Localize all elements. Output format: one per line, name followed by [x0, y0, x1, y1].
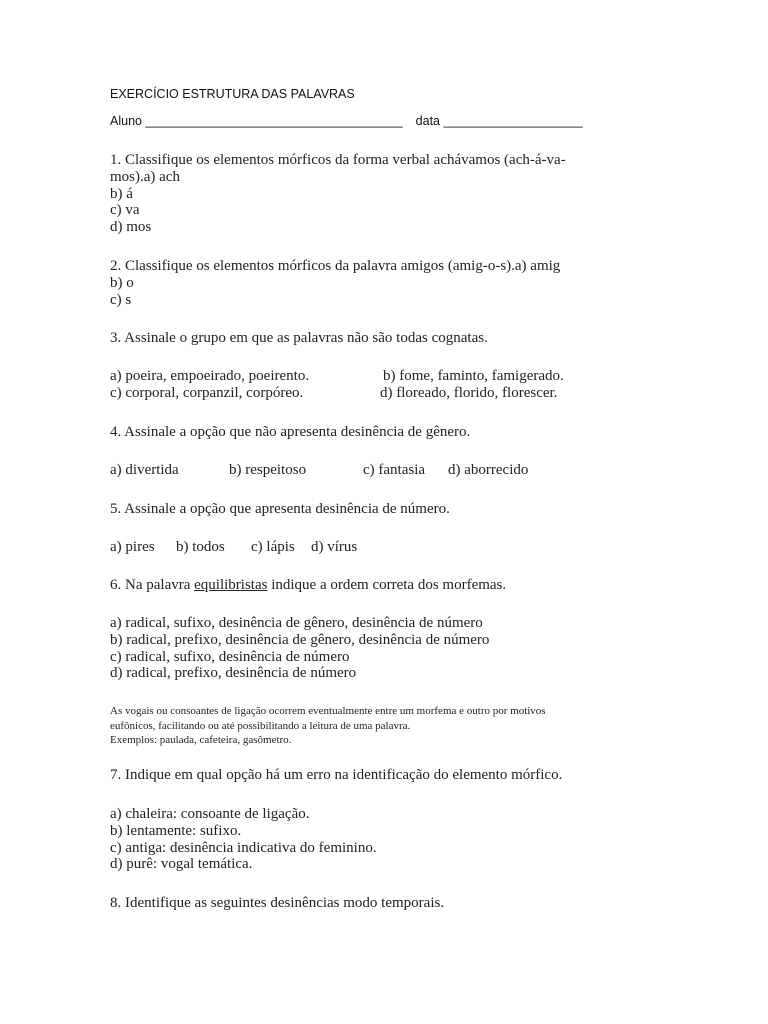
note-line1: As vogais ou consoantes de ligação ocorrem eventualmente entre um morfema e outro por motivos: [110, 705, 546, 717]
question-1: [110, 152, 640, 236]
q6-stem-before: 6. Na palavra: [110, 577, 195, 593]
data-blank: ____________________: [443, 114, 583, 128]
q3-option-b: b) fome, faminto, famigerado.: [383, 368, 564, 384]
q3-option-a: a) poeira, empoeirado, poeirento.: [110, 368, 310, 384]
q6-stem-word: equilibristas: [194, 577, 268, 593]
q1-option-d: d) mos: [110, 219, 152, 236]
student-info-line: [110, 114, 583, 128]
q6-stem: [110, 577, 640, 594]
question-8: [110, 895, 640, 912]
q5-option-c: c) lápis: [251, 539, 295, 555]
note-line2: eufônicos, facilitando ou até possibilitando a leitura de uma palavra.: [110, 719, 411, 732]
q3-option-d: d) floreado, florido, florescer.: [380, 385, 558, 401]
note-line3: Exemplos: paulada, cafeteira, gasômetro.: [110, 734, 292, 746]
q2-option-c: c) s: [110, 291, 132, 308]
q3-option-c: c) corporal, corpanzil, corpóreo.: [110, 385, 304, 401]
data-label: data: [415, 114, 441, 128]
question-7: [110, 767, 640, 784]
question-6: [110, 577, 640, 594]
question-4: [110, 424, 640, 441]
q5-option-d: d) vírus: [311, 539, 358, 555]
q6-stem-after: indique a ordem correta dos morfemas.: [267, 577, 507, 593]
q5-option-b: b) todos: [176, 539, 225, 555]
q7-options: [110, 806, 640, 873]
exercise-title: EXERCÍCIO ESTRUTURA DAS PALAVRAS: [110, 87, 355, 101]
question-3: [110, 330, 640, 347]
q1-option-b: b) á: [110, 185, 133, 202]
q2-line1: 2. Classifique os elementos mórficos da palavra amigos (amig-o-s).a) amig: [110, 258, 561, 274]
aluno-blank: _____________________________________: [145, 114, 403, 128]
question-2: [110, 258, 640, 308]
q6-options: [110, 615, 640, 682]
q4-option-c: c) fantasia: [363, 462, 426, 478]
q3-stem: 3. Assinale o grupo em que as palavras não são todas cognatas.: [110, 330, 488, 346]
q6-option-c: c) radical, sufixo, desinência de número: [110, 648, 350, 665]
q5-stem: 5. Assinale a opção que apresenta desinência de número.: [110, 501, 450, 517]
q7-option-b: b) lentamente: sufixo.: [110, 822, 242, 839]
q5-option-a: a) pires: [110, 539, 155, 555]
q2-option-b: b) o: [110, 274, 134, 291]
question-5: [110, 501, 640, 518]
ligacao-note: [110, 704, 546, 748]
aluno-label: Aluno: [110, 114, 142, 128]
q7-option-a: a) chaleira: consoante de ligação.: [110, 806, 310, 822]
q4-option-d: d) aborrecido: [448, 462, 529, 478]
q8-stem: 8. Identifique as seguintes desinências modo temporais.: [110, 895, 445, 911]
q4-stem: 4. Assinale a opção que não apresenta desinência de gênero.: [110, 424, 471, 440]
q4-option-a: a) divertida: [110, 462, 179, 478]
q6-option-d: d) radical, prefixo, desinência de número: [110, 665, 357, 682]
q7-option-c: c) antiga: desinência indicativa do feminino.: [110, 839, 377, 856]
q6-option-a: a) radical, sufixo, desinência de gênero, desinência de número: [110, 615, 483, 631]
q1-line1: 1. Classifique os elementos mórficos da forma verbal achávamos (ach-á-va-: [110, 152, 566, 168]
q5-options: [110, 539, 640, 556]
q7-option-d: d) purê: vogal temática.: [110, 856, 253, 873]
q3-options: [110, 368, 640, 402]
q4-options: [110, 462, 640, 479]
q4-option-b: b) respeitoso: [229, 462, 307, 478]
q1-line2: mos).a) ach: [110, 168, 180, 185]
q7-stem: 7. Indique em qual opção há um erro na identificação do elemento mórfico.: [110, 767, 563, 783]
q6-option-b: b) radical, prefixo, desinência de gênero, desinência de número: [110, 631, 490, 648]
q1-option-c: c) va: [110, 202, 140, 219]
